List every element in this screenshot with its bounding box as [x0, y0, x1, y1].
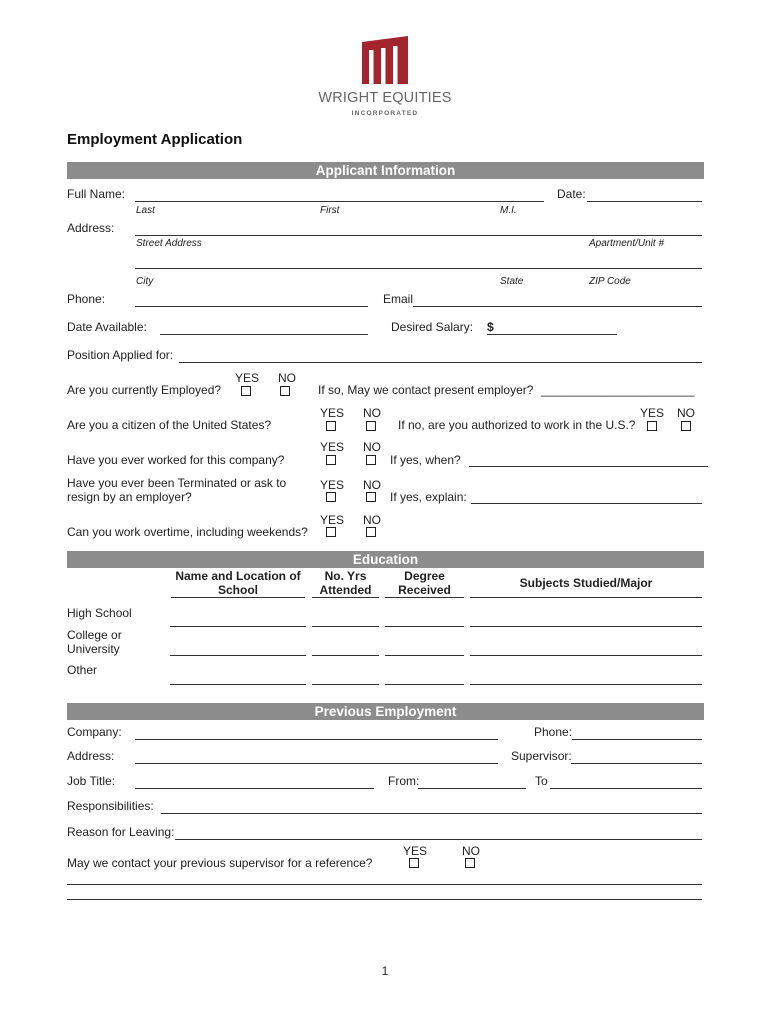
q-overtime: Can you work overtime, including weekends? — [67, 525, 308, 539]
worked-no-checkbox[interactable] — [366, 455, 376, 465]
prev-phone-label: Phone: — [534, 725, 573, 739]
employed-yes-checkbox[interactable] — [241, 386, 251, 396]
worked-yes-label: YES — [320, 440, 345, 454]
prev-company-label: Company: — [67, 725, 122, 739]
contact-employer-field[interactable]: _______________________ — [541, 383, 695, 397]
authorized-yes-label: YES — [640, 406, 665, 420]
hs-subjects-field[interactable] — [470, 626, 702, 627]
dollar-sign: $ — [487, 320, 494, 334]
col-subjects: Subjects Studied/Major — [519, 576, 653, 590]
q-contact-employer: If so, May we contact present employer? — [318, 383, 534, 397]
prev-reason-field[interactable] — [175, 839, 702, 840]
page-number: 1 — [381, 964, 389, 978]
row-high-school: High School — [67, 606, 132, 620]
authorized-no-checkbox[interactable] — [681, 421, 691, 431]
college-years-field[interactable] — [312, 655, 379, 656]
reference-no-label: NO — [462, 844, 480, 858]
overtime-no-label: NO — [363, 513, 381, 527]
overtime-yes-label: YES — [320, 513, 345, 527]
q-worked: Have you ever worked for this company? — [67, 453, 285, 467]
street-address-field[interactable] — [135, 235, 702, 236]
prev-job-title-field[interactable] — [135, 788, 374, 789]
street-caption: Street Address — [136, 238, 202, 249]
city-caption: City — [136, 276, 154, 287]
authorized-no-label: NO — [677, 406, 695, 420]
col-school-line1: Name and Location of — [175, 569, 301, 583]
citizen-no-label: NO — [363, 406, 381, 420]
address-label: Address: — [67, 221, 115, 235]
date-available-label: Date Available: — [67, 320, 147, 334]
prev-address-field[interactable] — [135, 763, 498, 764]
position-label: Position Applied for: — [67, 348, 174, 362]
full-name-label: Full Name: — [67, 187, 126, 201]
desired-salary-field[interactable] — [487, 334, 617, 335]
position-field[interactable] — [179, 362, 702, 363]
citizen-no-checkbox[interactable] — [366, 421, 376, 431]
hs-school-field[interactable] — [170, 626, 306, 627]
col-school-line2: School — [217, 583, 258, 597]
education-section-header: Education — [67, 551, 704, 568]
applicant-section-header: Applicant Information — [67, 162, 704, 179]
row-college-line1: College or — [67, 628, 122, 642]
date-field[interactable] — [587, 201, 702, 202]
q-terminated-line1: Have you ever been Terminated or ask to — [67, 476, 287, 490]
reference-yes-label: YES — [403, 844, 428, 858]
phone-label: Phone: — [67, 292, 106, 306]
email-field[interactable] — [413, 306, 702, 307]
college-subjects-field[interactable] — [470, 655, 702, 656]
city-state-zip-field[interactable] — [135, 268, 702, 269]
hs-degree-field[interactable] — [385, 626, 464, 627]
terminated-yes-checkbox[interactable] — [326, 492, 336, 502]
apt-caption: Apartment/Unit # — [589, 238, 665, 249]
q-when: If yes, when? — [390, 453, 461, 467]
col-school-underline — [171, 597, 305, 598]
q-citizen: Are you a citizen of the United States? — [67, 418, 272, 432]
full-name-field[interactable] — [135, 201, 544, 202]
authorized-yes-checkbox[interactable] — [647, 421, 657, 431]
state-caption: State — [500, 276, 524, 287]
divider-line-2 — [67, 899, 702, 900]
reference-yes-checkbox[interactable] — [409, 858, 419, 868]
hs-years-field[interactable] — [312, 626, 379, 627]
q-terminated-line2: resign by an employer? — [67, 490, 192, 504]
logo-company-sub: INCORPORATED — [351, 110, 419, 117]
page-title: Employment Application — [67, 131, 243, 148]
employed-no-label: NO — [278, 371, 296, 385]
prev-to-field[interactable] — [550, 788, 702, 789]
college-school-field[interactable] — [170, 655, 306, 656]
prev-from-label: From: — [388, 774, 420, 788]
date-available-field[interactable] — [160, 334, 368, 335]
prev-to-label: To — [535, 774, 548, 788]
q-authorized: If no, are you authorized to work in the U.S.? — [398, 418, 636, 432]
row-other: Other — [67, 663, 98, 677]
prev-job-title-label: Job Title: — [67, 774, 116, 788]
when-field[interactable] — [469, 466, 708, 467]
other-degree-field[interactable] — [385, 684, 464, 685]
college-degree-field[interactable] — [385, 655, 464, 656]
prev-responsibilities-field[interactable] — [161, 813, 702, 814]
explain-field[interactable] — [471, 503, 702, 504]
previous-section-header: Previous Employment — [67, 703, 704, 720]
citizen-yes-label: YES — [320, 406, 345, 420]
logo-company-name: WRIGHT EQUITIES — [318, 90, 452, 106]
col-degree-line2: Received — [398, 583, 451, 597]
mi-caption: M.I. — [500, 205, 517, 216]
row-college-line2: University — [67, 642, 120, 656]
q-employed: Are you currently Employed? — [67, 383, 222, 397]
terminated-yes-label: YES — [320, 478, 345, 492]
terminated-no-label: NO — [363, 478, 381, 492]
desired-salary-label: Desired Salary: — [391, 320, 474, 334]
divider-line-1 — [67, 884, 702, 885]
other-years-field[interactable] — [312, 684, 379, 685]
col-degree-underline — [385, 597, 464, 598]
col-years-underline — [312, 597, 379, 598]
worked-yes-checkbox[interactable] — [326, 455, 336, 465]
other-school-field[interactable] — [170, 684, 306, 685]
col-degree-line1: Degree — [404, 569, 445, 583]
worked-no-label: NO — [363, 440, 381, 454]
prev-supervisor-field[interactable] — [571, 763, 702, 764]
logo-mark-icon — [362, 36, 408, 84]
prev-phone-field[interactable] — [572, 739, 702, 740]
q-reference: May we contact your previous supervisor for a reference? — [67, 856, 373, 870]
email-label: Email — [383, 292, 414, 306]
prev-from-field[interactable] — [418, 788, 526, 789]
prev-company-field[interactable] — [135, 739, 498, 740]
other-subjects-field[interactable] — [470, 684, 702, 685]
employed-yes-label: YES — [235, 371, 260, 385]
date-label: Date: — [557, 187, 586, 201]
overtime-no-checkbox[interactable] — [366, 527, 376, 537]
col-years-line1: No. Yrs — [324, 569, 367, 583]
prev-responsibilities-label: Responsibilities: — [67, 799, 154, 813]
citizen-yes-checkbox[interactable] — [326, 421, 336, 431]
last-caption: Last — [136, 205, 155, 216]
prev-supervisor-label: Supervisor: — [511, 749, 572, 763]
first-caption: First — [320, 205, 340, 216]
employed-no-checkbox[interactable] — [280, 386, 290, 396]
reference-no-checkbox[interactable] — [465, 858, 475, 868]
col-subjects-underline — [470, 597, 702, 598]
col-years-line2: Attended — [319, 583, 372, 597]
zip-caption: ZIP Code — [589, 276, 631, 287]
overtime-yes-checkbox[interactable] — [326, 527, 336, 537]
prev-reason-label: Reason for Leaving: — [67, 825, 175, 839]
phone-field[interactable] — [135, 306, 368, 307]
prev-address-label: Address: — [67, 749, 115, 763]
q-explain: If yes, explain: — [390, 490, 467, 504]
terminated-no-checkbox[interactable] — [366, 492, 376, 502]
